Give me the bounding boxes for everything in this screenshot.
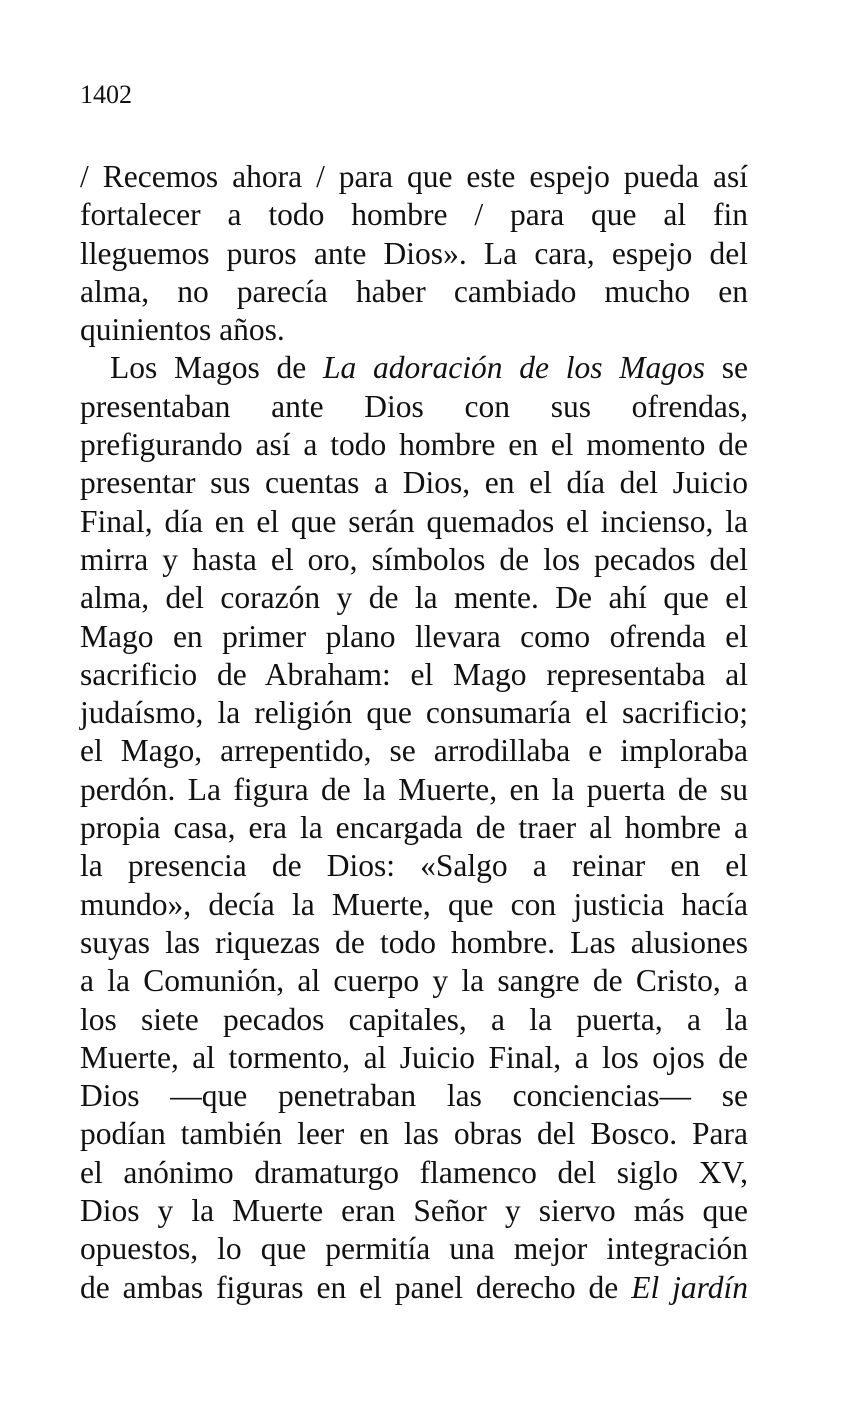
text-line: los siete pecados capitales, a la puerta, a la <box>80 1001 748 1037</box>
text-line: Dios y la Muerte eran Señor y siervo más que <box>80 1193 748 1229</box>
text-line: presentaban ante Dios con sus ofrendas, <box>80 388 748 424</box>
paragraph-2 <box>80 349 748 1306</box>
paragraph-1 <box>80 158 748 349</box>
text-line: el anónimo dramaturgo flamenco del siglo XV, <box>80 1154 748 1190</box>
page-number: 1402 <box>80 80 132 109</box>
text-line: fortalecer a todo hombre / para que al fin <box>80 197 748 233</box>
text-line: prefigurando así a todo hombre en el momento de <box>80 427 748 463</box>
italic-title: La adoración de los Magos <box>323 350 706 386</box>
text-line: judaísmo, la religión que consumaría el sacrificio; <box>80 695 748 731</box>
text-line: quinientos años. <box>80 312 285 348</box>
text-segment: se <box>705 350 749 386</box>
text-line: / Recemos ahora / para que este espejo pueda así <box>80 159 748 194</box>
text-line: alma, del corazón y de la mente. De ahí que el <box>80 580 748 616</box>
text-segment: Los Magos de <box>110 350 323 386</box>
text-line: suyas las riquezas de todo hombre. Las alusiones <box>80 924 748 960</box>
text-line <box>80 349 748 387</box>
text-line: Dios —que penetraban las conciencias— se <box>80 1078 748 1114</box>
text-segment: de ambas figuras en el panel derecho de <box>80 1269 632 1305</box>
text-line: Final, día en el que serán quemados el incienso, la <box>80 503 748 539</box>
italic-title: El jardín <box>631 1269 748 1305</box>
text-line <box>80 1269 748 1307</box>
text-line: opuestos, lo que permitía una mejor integración <box>80 1231 748 1267</box>
text-line: Mago en primer plano llevara como ofrenda el <box>80 618 748 654</box>
text-line: el Mago, arrepentido, se arrodillaba e imploraba <box>80 733 748 769</box>
body-text <box>80 158 748 1307</box>
text-line: mundo», decía la Muerte, que con justicia hacía <box>80 886 748 922</box>
text-line: a la Comunión, al cuerpo y la sangre de Cristo, a <box>80 963 748 999</box>
text-line: presentar sus cuentas a Dios, en el día del Juicio <box>80 465 748 501</box>
text-line: mirra y hasta el oro, símbolos de los pecados del <box>80 541 748 577</box>
text-line: alma, no parecía haber cambiado mucho en <box>80 273 748 309</box>
text-line: sacrificio de Abraham: el Mago representaba al <box>80 656 748 692</box>
text-line: propia casa, era la encargada de traer al hombre a <box>80 810 748 846</box>
text-line: perdón. La figura de la Muerte, en la puerta de su <box>80 771 748 807</box>
text-line: la presencia de Dios: «Salgo a reinar en el <box>80 848 748 884</box>
text-line: podían también leer en las obras del Bosco. Para <box>80 1116 748 1152</box>
text-line: Muerte, al tormento, al Juicio Final, a los ojos de <box>80 1039 748 1075</box>
text-line: lleguemos puros ante Dios». La cara, espejo del <box>80 235 748 271</box>
